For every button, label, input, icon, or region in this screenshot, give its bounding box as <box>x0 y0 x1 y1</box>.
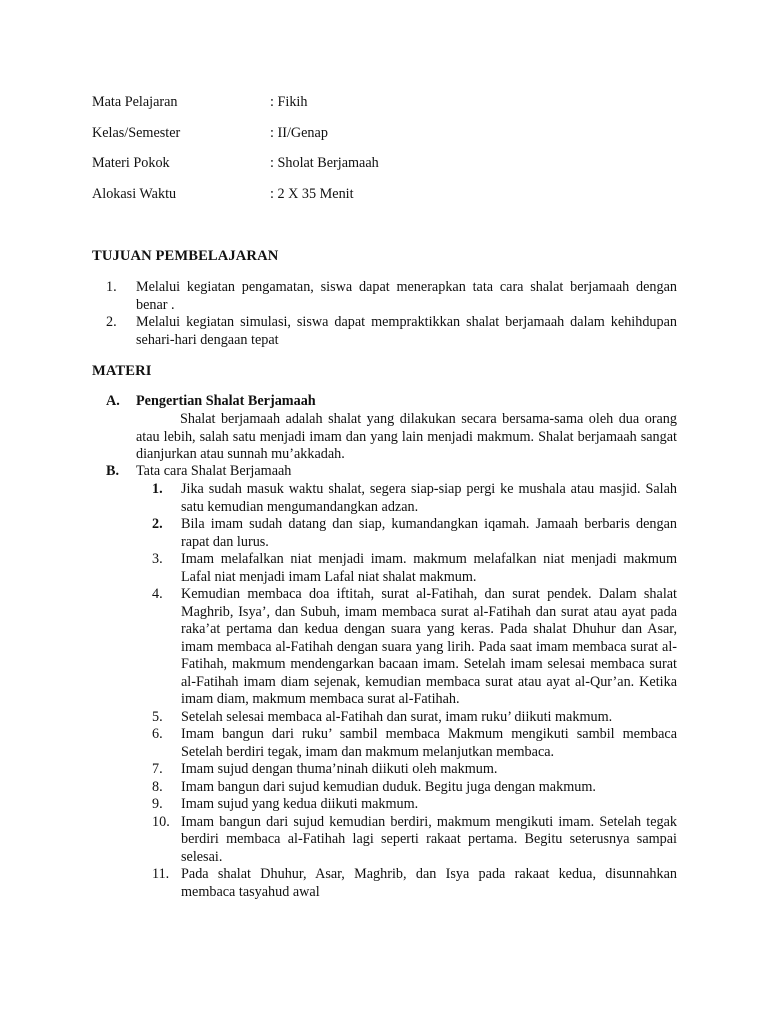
section-a <box>0 393 768 464</box>
info-row-time <box>92 185 492 216</box>
list-item <box>0 779 768 797</box>
item-text: Imam bangun dari ruku’ sambil membaca Makmum mengikuti sambil membaca Setelah berdiri tegak, imam dan makmum melanjutkan membaca. <box>181 726 677 760</box>
item-number: 3. <box>152 551 163 567</box>
steps-list <box>0 481 768 901</box>
item-number: 1. <box>152 481 163 497</box>
info-value: : 2 X 35 Menit <box>270 185 354 202</box>
section-b <box>0 463 768 901</box>
item-number: 2. <box>106 314 117 330</box>
info-row-class <box>92 124 492 155</box>
item-text: Pada shalat Dhuhur, Asar, Maghrib, dan Isya pada rakaat kedua, disunnahkan membaca tasyahud awal <box>181 866 677 900</box>
item-text: Imam sujud dengan thuma’ninah diikuti oleh makmum. <box>181 761 498 777</box>
item-number: 6. <box>152 726 163 742</box>
info-label: Mata Pelajaran <box>92 94 178 110</box>
item-text: Setelah selesai membaca al-Fatihah dan surat, imam ruku’ diikuti makmum. <box>181 708 613 725</box>
list-item <box>0 866 768 901</box>
section-b-header <box>0 463 768 481</box>
tujuan-heading: TUJUAN PEMBELAJARAN <box>92 248 279 264</box>
list-item <box>0 314 768 349</box>
item-number: 2. <box>152 516 163 532</box>
section-title: Pengertian Shalat Berjamaah <box>136 393 316 409</box>
section-a-paragraph <box>136 411 677 464</box>
item-text: Jika sudah masuk waktu shalat, segera siap-siap pergi ke mushala atau masjid. Salah satu kemudian mengumandangkan adzan. <box>181 481 677 515</box>
item-text: Melalui kegiatan pengamatan, siswa dapat menerapkan tata cara shalat berjamaah dengan benar . <box>136 279 677 313</box>
paragraph-text: Shalat berjamaah adalah shalat yang dilakukan secara bersama-sama oleh dua orang atau lebih, salah satu menjadi imam dan yang lain menjadi makmum. Shalat berjamaah sangat dianjurkan atau sunnah mu’akkadah. <box>136 411 677 462</box>
info-row-subject <box>92 93 492 124</box>
section-letter: B. <box>106 463 120 479</box>
list-item <box>0 551 768 586</box>
list-item <box>0 709 768 727</box>
materi-heading: MATERI <box>92 363 152 379</box>
info-row-topic <box>92 154 492 185</box>
item-text: Imam bangun dari sujud kemudian duduk. Begitu juga dengan makmum. <box>181 778 596 795</box>
list-item <box>0 516 768 551</box>
info-value: : Fikih <box>270 94 308 110</box>
section-a-header <box>0 393 768 411</box>
item-text: Imam sujud yang kedua diikuti makmum. <box>181 796 419 812</box>
list-item <box>0 586 768 709</box>
item-number: 5. <box>152 708 163 725</box>
item-number: 4. <box>152 586 163 602</box>
info-label: Alokasi Waktu <box>92 185 177 202</box>
section-letter: A. <box>106 393 120 409</box>
list-item <box>0 279 768 314</box>
info-value: : II/Genap <box>270 124 328 141</box>
item-text: Bila imam sudah datang dan siap, kumandangkan iqamah. Jamaah berbaris dengan rapat dan lurus. <box>181 516 677 550</box>
item-number: 11. <box>152 866 170 882</box>
item-number: 10. <box>152 813 170 830</box>
item-text: Imam melafalkan niat menjadi imam. makmum melafalkan niat menjadi makmum Lafal niat menjadi imam Lafal niat shalat makmum. <box>181 551 677 585</box>
info-label: Kelas/Semester <box>92 124 181 141</box>
item-text: Kemudian membaca doa iftitah, surat al-Fatihah, dan surat pendek. Dalam shalat Maghrib, Isya’, dan Subuh, imam membaca surat al-Fatihah dan surat atau ayat pada raka’at pertama dan kedua dengan suara yang keras. Pada shalat Dhuhur dan Asar, imam membaca al-Fatihah dengan suara yang lirih. Pada saat imam membaca surat al-Fatihah, makmum mendengarkan bacaan imam. Setelah imam selesai membaca surat al-Fatihah imam diam sejenak, kemudian membaca surat atau ayat al-Qur’an. Ketika imam diam, makmum membaca surat al-Fatihah. <box>181 586 677 707</box>
list-item <box>0 796 768 814</box>
list-item <box>0 761 768 779</box>
list-item <box>0 814 768 867</box>
section-title: Tata cara Shalat Berjamaah <box>136 463 292 479</box>
info-value: : Sholat Berjamaah <box>270 155 379 171</box>
tujuan-list <box>0 279 768 349</box>
info-label: Materi Pokok <box>92 155 170 171</box>
item-text: Melalui kegiatan simulasi, siswa dapat mempraktikkan shalat berjamaah dalam kehihdupan sehari-hari dengaan tepat <box>136 314 677 348</box>
item-text: Imam bangun dari sujud kemudian berdiri, makmum mengikuti imam. Setelah tegak berdiri membaca al-Fatihah lagi seperti rakaat pertama. Begitu seterusnya sampai selesai. <box>181 813 677 865</box>
item-number: 1. <box>106 279 117 295</box>
list-item <box>0 481 768 516</box>
item-number: 8. <box>152 778 163 795</box>
item-number: 9. <box>152 796 163 812</box>
item-number: 7. <box>152 761 163 777</box>
lesson-info <box>92 93 492 215</box>
list-item <box>0 726 768 761</box>
